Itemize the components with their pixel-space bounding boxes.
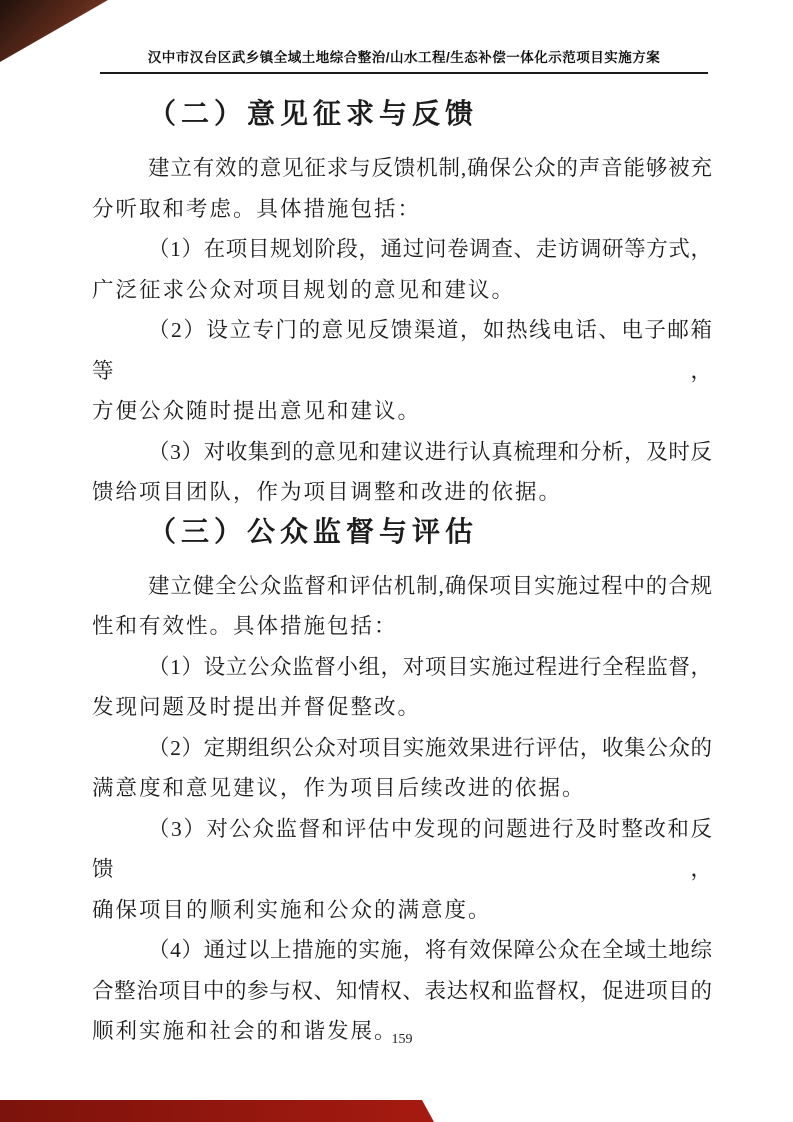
text-line: 建立健全公众监督和评估机制,确保项目实施过程中的合规	[148, 573, 712, 598]
text-line: 建立有效的意见征求与反馈机制,确保公众的声音能够被充	[148, 156, 712, 180]
text-line: 方便公众随时提出意见和建议。	[92, 399, 422, 423]
text-line: 发现问题及时提出并督促整改。	[92, 695, 422, 719]
text-line: 合整治项目中的参与权、知情权、表达权和监督权，促进项目的	[92, 978, 712, 1003]
paragraph	[92, 566, 712, 647]
text-line: 分听取和考虑。具体措施包括：	[92, 196, 422, 221]
text-line: （1）在项目规划阶段，通过问卷调查、走访调研等方式，	[148, 237, 712, 261]
document-body	[92, 95, 712, 1052]
text-line: 确保项目的顺利实施和公众的满意度。	[92, 897, 492, 922]
text-line: （1）设立公众监督小组，对项目实施过程进行全程监督，	[148, 654, 712, 679]
text-line: （3）对收集到的意见和建议进行认真梳理和分析，及时反	[148, 439, 712, 464]
paragraph	[92, 310, 712, 432]
paragraph	[92, 647, 712, 728]
corner-stain-mark	[0, 0, 108, 62]
text-line: 满意度和意见建议，作为项目后续改进的依据。	[92, 776, 586, 800]
paragraph	[92, 432, 712, 513]
text-line: （2）定期组织公众对项目实施效果进行评估，收集公众的	[148, 735, 712, 760]
text-line: （4）通过以上措施的实施，将有效保障公众在全域土地综	[148, 938, 712, 962]
section-heading: （二）意见征求与反馈	[148, 99, 479, 130]
text-line: 广泛征求公众对项目规划的意见和建议。	[92, 277, 516, 302]
text-line: 馈给项目团队，作为项目调整和改进的依据。	[92, 480, 563, 504]
section-heading: （三）公众监督与评估	[148, 516, 479, 548]
text-line: 性和有效性。具体措施包括：	[92, 614, 398, 638]
text-line: 顺利实施和社会的和谐发展。	[92, 1019, 398, 1043]
page-number: 159	[391, 1032, 413, 1047]
paragraph	[92, 148, 712, 229]
paragraph	[92, 809, 712, 931]
text-line: （2）设立专门的意见反馈渠道，如热线电话、电子邮箱等，	[92, 318, 712, 383]
paragraph	[92, 229, 712, 310]
paragraph	[92, 728, 712, 809]
header-title: 汉中市汉台区武乡镇全域土地综合整治/山水工程/生态补偿一体化示范项目实施方案	[147, 50, 661, 65]
page-header	[100, 46, 708, 74]
bottom-stain-mark	[0, 1100, 434, 1122]
text-line: （3）对公众监督和评估中发现的问题进行及时整改和反馈，	[92, 816, 712, 881]
